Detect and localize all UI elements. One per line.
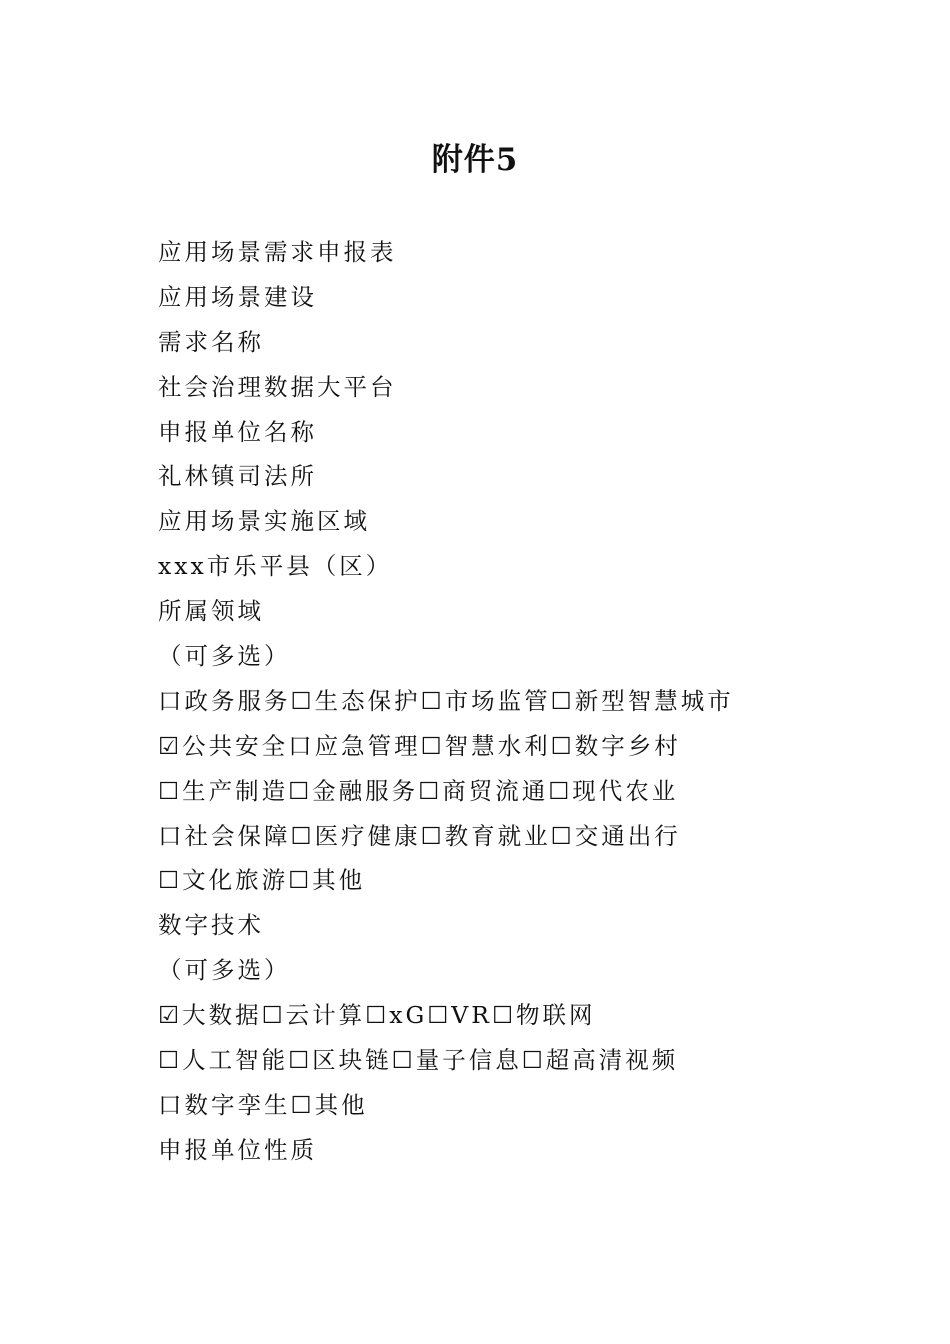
field-hint-multi-select-domain: （可多选）: [158, 642, 291, 671]
field-value-implementation-area: xxx市乐平县（区）: [158, 552, 393, 581]
field-label-digital-tech: 数字技术: [158, 911, 264, 940]
section-label-scenario-construction: 应用场景建设: [158, 282, 317, 311]
field-label-demand-name: 需求名称: [158, 327, 264, 356]
field-label-applicant-name: 申报单位名称: [158, 417, 317, 446]
page-title: 附件5: [431, 142, 519, 178]
domain-options-row-2: ☑公共安全口应急管理☐智慧水利☐数字乡村: [158, 731, 681, 760]
tech-options-row-3: 口数字孪生☐其他: [158, 1090, 368, 1119]
form-content: [158, 230, 858, 1173]
tech-options-row-2: ☐人工智能☐区块链☐量子信息☐超高清视频: [158, 1046, 679, 1075]
field-label-implementation-area: 应用场景实施区域: [158, 507, 370, 536]
tech-options-row-1: ☑大数据☐云计算☐xG☐VR☐物联网: [158, 1001, 596, 1030]
field-label-domain: 所属领域: [158, 597, 264, 626]
domain-options-row-3: ☐生产制造☐金融服务☐商贸流通☐现代农业: [158, 776, 679, 805]
domain-options-row-1: 口政务服务☐生态保护☐市场监管☐新型智慧城市: [158, 686, 734, 715]
domain-options-row-4: 口社会保障☐医疗健康☐教育就业☐交通出行: [158, 821, 681, 850]
field-hint-multi-select-tech: （可多选）: [158, 956, 291, 985]
field-value-demand-name: 社会治理数据大平台: [158, 372, 397, 401]
form-heading: 应用场景需求申报表: [158, 238, 397, 266]
domain-options-row-5: ☐文化旅游☐其他: [158, 866, 366, 895]
field-label-applicant-nature: 申报单位性质: [158, 1135, 317, 1164]
field-value-applicant-name: 礼林镇司法所: [158, 462, 317, 491]
